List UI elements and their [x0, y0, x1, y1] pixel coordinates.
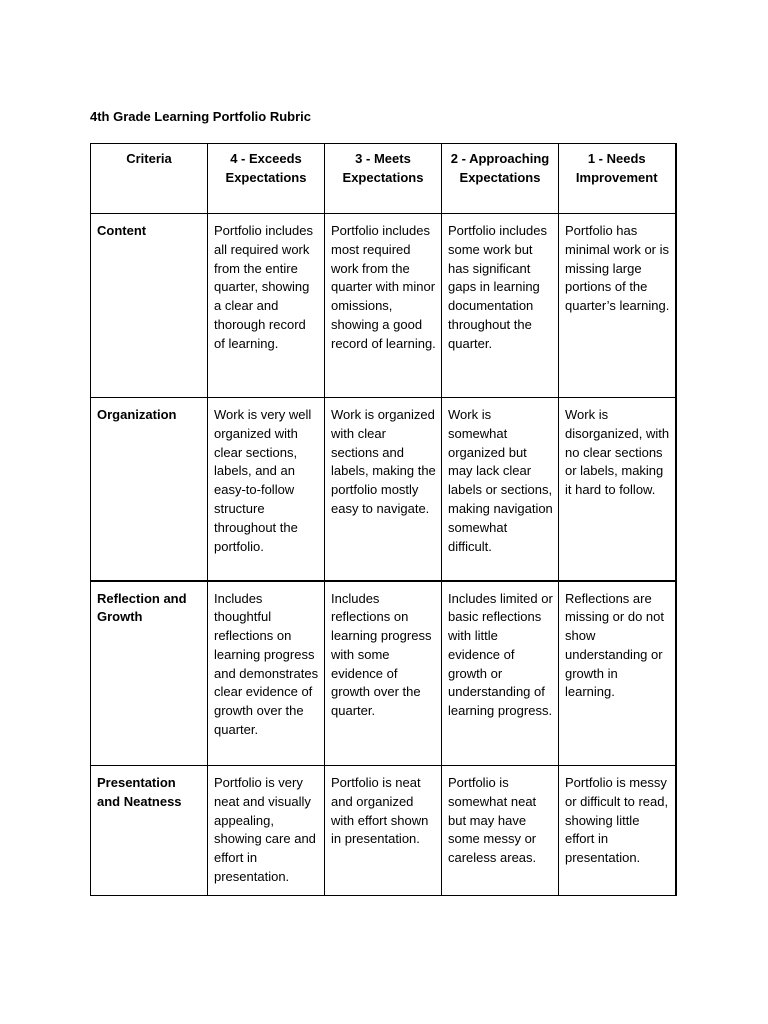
table-row — [91, 214, 676, 398]
table-cell: Portfolio is somewhat neat but may have some messy or careless areas. — [442, 766, 559, 896]
table-cell: Work is very well organized with clear sections, labels, and an easy-to-follow structure throughout the portfolio. — [208, 398, 325, 581]
document-title: 4th Grade Learning Portfolio Rubric — [90, 109, 312, 124]
table-cell: Includes thoughtful reflections on learning progress and demonstrates clear evidence of growth over the quarter. — [208, 581, 325, 766]
table-cell: Portfolio includes most required work from the quarter with minor omissions, showing a good record of learning. — [325, 214, 442, 398]
table-row — [91, 398, 676, 581]
table-cell: Work is disorganized, with no clear sections or labels, making it hard to follow. — [559, 398, 676, 581]
table-cell: Reflections are missing or do not show understanding or growth in learning. — [559, 581, 676, 766]
header-criteria: Criteria — [91, 144, 208, 214]
table-cell: Work is somewhat organized but may lack clear labels or sections, making navigation somewhat difficult. — [442, 398, 559, 581]
criteria-cell: Content — [91, 214, 208, 398]
table-cell: Portfolio is neat and organized with effort shown in presentation. — [325, 766, 442, 896]
table-cell: Work is organized with clear sections and labels, making the portfolio mostly easy to navigate. — [325, 398, 442, 581]
header-level-4: 4 - Exceeds Expectations — [208, 144, 325, 214]
criteria-cell: Organization — [91, 398, 208, 581]
header-level-3: 3 - Meets Expectations — [325, 144, 442, 214]
table-row — [91, 766, 676, 896]
rubric-table — [90, 143, 677, 896]
criteria-cell: Presentation and Neatness — [91, 766, 208, 896]
table-cell: Portfolio includes some work but has significant gaps in learning documentation throughout the quarter. — [442, 214, 559, 398]
criteria-cell: Reflection and Growth — [91, 581, 208, 766]
table-cell: Includes limited or basic reflections with little evidence of growth or understanding of learning progress. — [442, 581, 559, 766]
table-cell: Portfolio has minimal work or is missing large portions of the quarter’s learning. — [559, 214, 676, 398]
table-cell: Portfolio is messy or difficult to read, showing little effort in presentation. — [559, 766, 676, 896]
table-cell: Portfolio is very neat and visually appealing, showing care and effort in presentation. — [208, 766, 325, 896]
table-cell: Portfolio includes all required work from the entire quarter, showing a clear and thorough record of learning. — [208, 214, 325, 398]
table-row — [91, 581, 676, 766]
table-cell: Includes reflections on learning progress with some evidence of growth over the quarter. — [325, 581, 442, 766]
header-level-1: 1 - Needs Improvement — [559, 144, 676, 214]
header-level-2: 2 - Approaching Expectations — [442, 144, 559, 214]
table-header-row — [91, 144, 676, 214]
